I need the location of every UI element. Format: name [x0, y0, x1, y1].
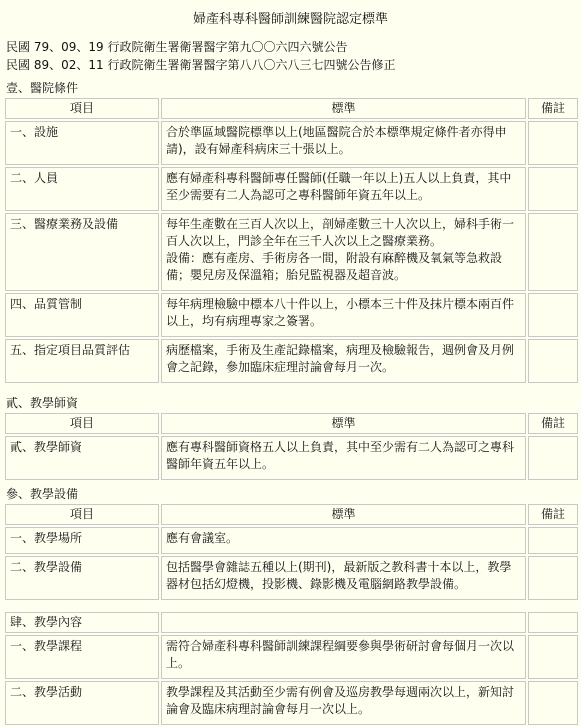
row-standard: 每年病理檢驗中標本八十件以上，小標本三十件及抹片標本兩百件以上，均有病理專家之簽署。: [161, 293, 526, 337]
row-note: [528, 167, 578, 211]
header-item: 項目: [5, 413, 159, 434]
table-row: [5, 436, 578, 480]
row-item: 一、教學課程: [5, 635, 159, 679]
notice-line: 民國 79、09、19 行政院衛生署衛署醫字第九〇〇六四六號公告: [6, 40, 348, 54]
table-row: [5, 293, 578, 337]
table-row: [5, 527, 578, 554]
requirements-table: [3, 96, 580, 385]
row-standard: 病歷檔案，手術及生產記錄檔案，病理及檢驗報告，週例會及月例會之記錄，參加臨床症理討論會每月一次。: [161, 339, 526, 383]
header-item: 項目: [5, 98, 159, 119]
row-note: [528, 436, 578, 480]
table-row: [5, 167, 578, 211]
row-standard: 包括醫學會雜誌五種以上(期刊)，最新版之教科書十本以上，教學器材包括幻燈機，投影機、錄影機及電腦網路教學設備。: [161, 556, 526, 600]
header-standard: 標準: [161, 98, 526, 119]
row-note: [528, 339, 578, 383]
section-title: 參、教學設備: [6, 487, 79, 501]
teaching-equipment-table: [3, 502, 580, 602]
section-title: 壹、醫院條件: [6, 81, 79, 95]
table-row: [5, 681, 578, 725]
row-standard: 應有專科醫師資格五人以上負責，其中至少需有二人為認可之專科醫師年資五年以上。: [161, 436, 526, 480]
row-item: 三、醫療業務及設備: [5, 213, 159, 291]
row-item: 二、教學設備: [5, 556, 159, 600]
header-note: 備註: [528, 504, 578, 525]
row-note: [528, 121, 578, 165]
row-item: 一、設施: [5, 121, 159, 165]
teaching-content-table: [3, 610, 580, 727]
row-standard: 合於準區域醫院標準以上(地區醫院合於本標準規定條件者亦得申請)，設有婦產科病床三十張以上。: [161, 121, 526, 165]
header-standard: 標準: [161, 504, 526, 525]
row-standard: [161, 213, 526, 291]
row-note: [528, 527, 578, 554]
section-header-row: [5, 612, 578, 633]
row-item: 貳、教學師資: [5, 436, 159, 480]
row-note: [528, 681, 578, 725]
table-row: [5, 556, 578, 600]
section-title: 貳、教學師資: [6, 396, 79, 410]
document-title: 婦產科專科醫師訓練醫院認定標準: [192, 12, 388, 27]
table-row: [5, 213, 578, 291]
notice-block: [3, 38, 578, 74]
row-standard-equipment: 設備：應有產房、手術房各一間，附設有麻醉機及氧氣等急救設備；嬰兒房及保溫箱；胎兒監視器及超音波。: [166, 251, 503, 282]
row-item: 二、人員: [5, 167, 159, 211]
row-standard: 教學課程及其活動至少需有例會及巡房教學每週兩次以上，新知討論會及臨床病理討論會每月一次以上。: [161, 681, 526, 725]
row-standard: 應有婦產科專科醫師專任醫師(任職一年以上)五人以上負責，其中至少需要有二人為認可之專科醫師年資五年以上。: [161, 167, 526, 211]
teaching-staff-table: [3, 411, 580, 482]
row-note: [528, 556, 578, 600]
row-item: 四、品質管制: [5, 293, 159, 337]
row-note: [528, 293, 578, 337]
row-item: 二、教學活動: [5, 681, 159, 725]
table-header-row: [5, 98, 578, 119]
header-note: 備註: [528, 413, 578, 434]
row-standard: 需符合婦產科專科醫師訓練課程綱要參與學術研討會每個月一次以上。: [161, 635, 526, 679]
header-note: 備註: [528, 98, 578, 119]
row-note: [528, 213, 578, 291]
row-standard: 應有會議室。: [161, 527, 526, 554]
table-row: [5, 121, 578, 165]
table-row: [5, 635, 578, 679]
table-row: [5, 339, 578, 383]
notice-line: 民國 89、02、11 行政院衛生署衛署醫字第八八〇六八三七四號公告修正: [6, 58, 396, 72]
row-item: 五、指定項目品質評估: [5, 339, 159, 383]
empty-cell: [528, 612, 578, 633]
section-title: 肆、教學內容: [5, 612, 159, 633]
row-note: [528, 635, 578, 679]
row-item: 一、教學場所: [5, 527, 159, 554]
header-item: 項目: [5, 504, 159, 525]
row-standard-text: 每年生產數在三百人次以上，剖婦產數三十人次以上，婦科手術一百人次以上，門診全年在三千人次以上之醫療業務。: [166, 217, 515, 248]
table-header-row: [5, 413, 578, 434]
table-header-row: [5, 504, 578, 525]
header-standard: 標準: [161, 413, 526, 434]
empty-cell: [161, 612, 526, 633]
